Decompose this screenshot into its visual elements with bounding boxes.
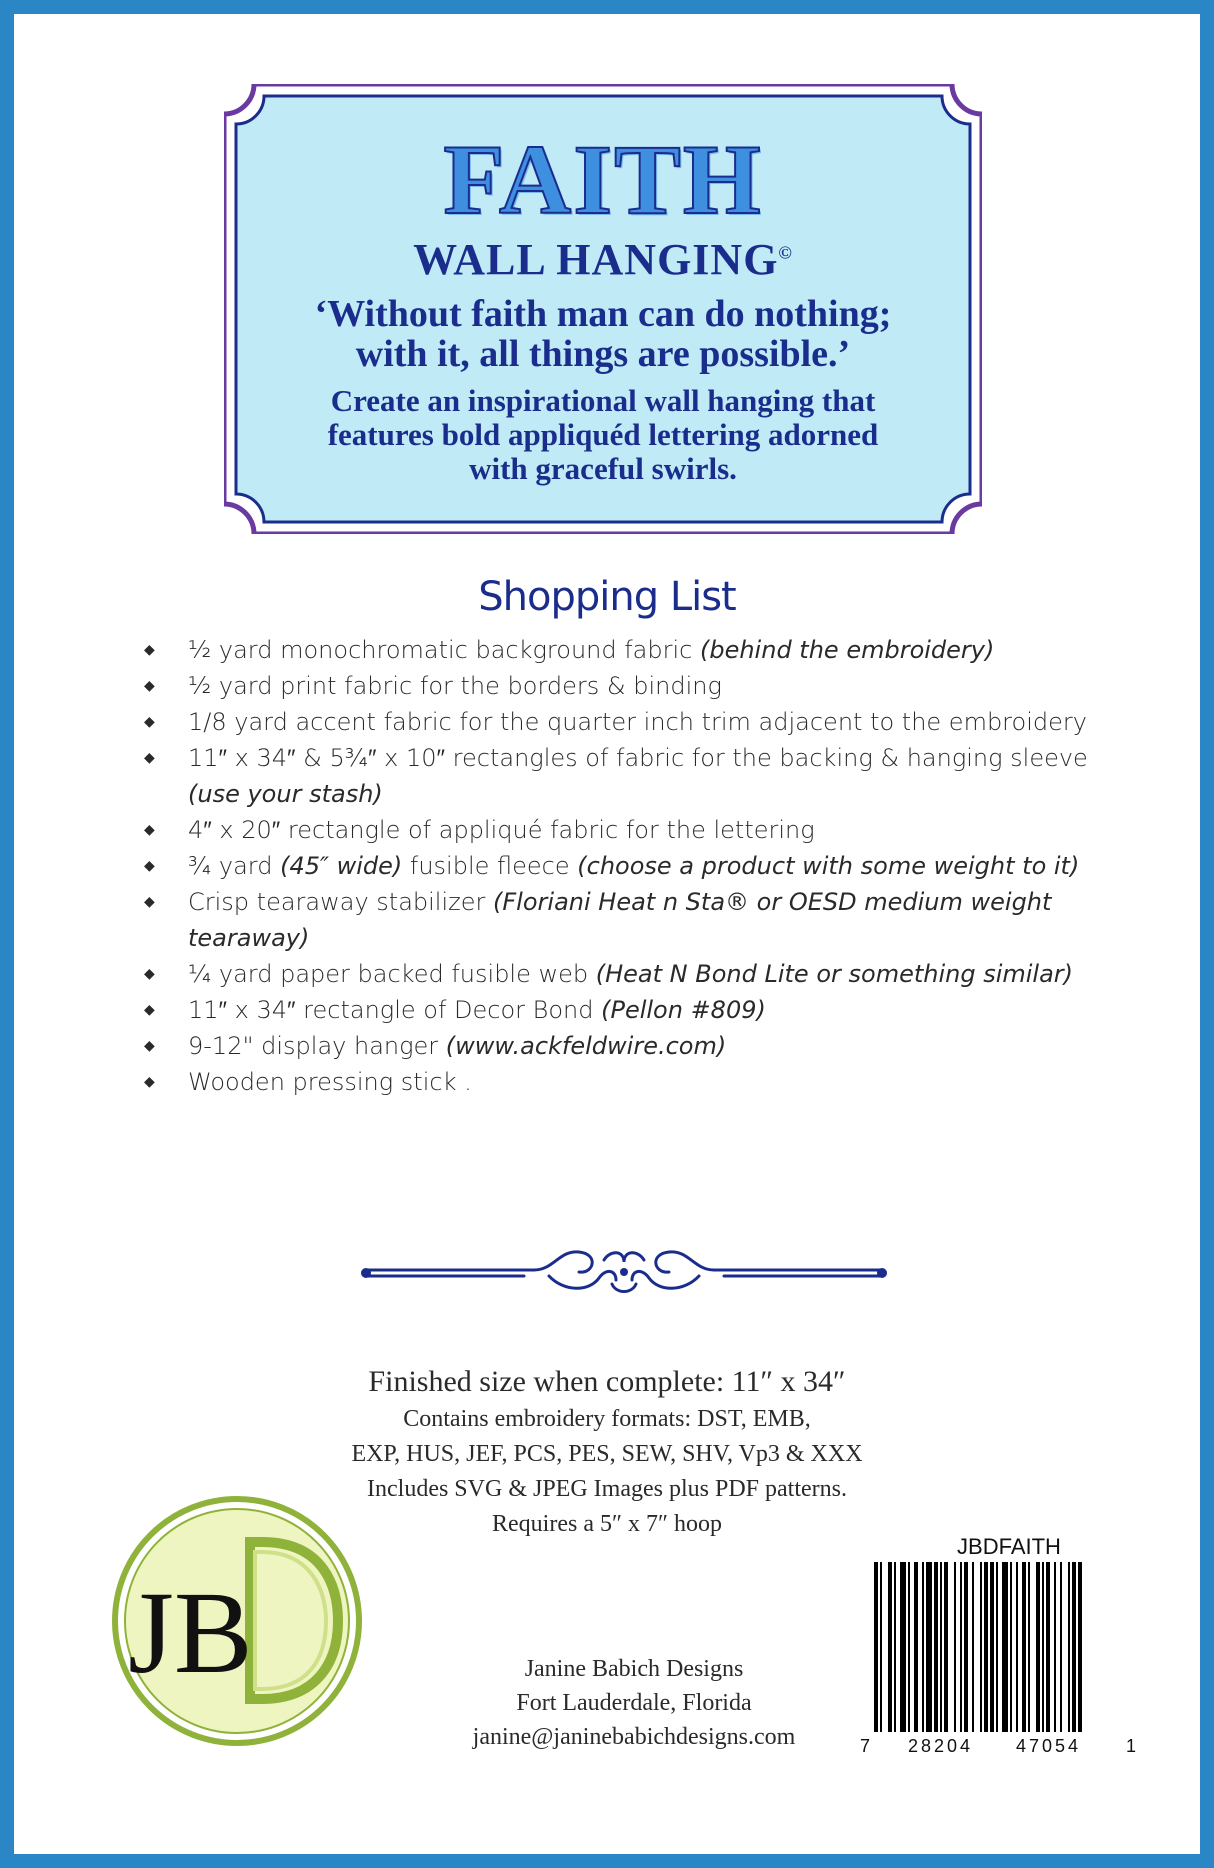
company-address bbox=[394, 1652, 874, 1754]
barcode-bar bbox=[900, 1562, 906, 1732]
barcode-bar bbox=[894, 1562, 896, 1732]
barcode-bar bbox=[926, 1562, 932, 1732]
barcode-bar bbox=[914, 1562, 918, 1732]
formats-line: Contains embroidery formats: DST, EMB, bbox=[403, 1406, 811, 1432]
barcode-bar bbox=[1010, 1562, 1012, 1732]
barcode-bar bbox=[880, 1562, 882, 1732]
formats-line: EXP, HUS, JEF, PCS, PES, SEW, SHV, Vp3 & XXX bbox=[351, 1441, 863, 1467]
quote-line: ‘Without faith man can do nothing; bbox=[314, 293, 892, 335]
barcode-bar bbox=[1046, 1562, 1050, 1732]
company-name: Janine Babich Designs bbox=[524, 1656, 744, 1682]
barcode-bar bbox=[990, 1562, 994, 1732]
swirl-divider-icon bbox=[354, 1242, 894, 1298]
barcode-bar bbox=[934, 1562, 938, 1732]
title-plaque bbox=[224, 84, 982, 534]
barcode-label: JBDFAITH bbox=[957, 1534, 1061, 1559]
description-line: with graceful swirls. bbox=[469, 451, 737, 486]
barcode-bar bbox=[944, 1562, 948, 1732]
jbd-logo bbox=[110, 1494, 365, 1749]
barcode-bar bbox=[1042, 1562, 1044, 1732]
barcode-bar bbox=[1060, 1562, 1062, 1732]
barcode-bar bbox=[908, 1562, 910, 1732]
barcode-digits bbox=[860, 1736, 1136, 1766]
list-item: ◆ ½ yard print fabric for the borders & binding bbox=[144, 668, 1104, 704]
barcode-bar bbox=[980, 1562, 982, 1732]
barcode-bar bbox=[984, 1562, 988, 1732]
list-item: ◆ Wooden pressing stick . bbox=[144, 1064, 1104, 1100]
list-item: ◆ 4″ x 20″ rectangle of appliqué fabric for the lettering bbox=[144, 812, 1104, 848]
barcode-bar bbox=[922, 1562, 924, 1732]
barcode-digit-first: 7 bbox=[860, 1736, 871, 1756]
barcode-bar bbox=[1068, 1562, 1070, 1732]
barcode-group-2: 47054 bbox=[1016, 1736, 1082, 1756]
page bbox=[14, 14, 1200, 1854]
title-faith: FAITH bbox=[443, 124, 763, 235]
list-item: ◆ 9-12" display hanger (www.ackfeldwire.com) bbox=[144, 1028, 1104, 1064]
list-item: ◆ 11″ x 34″ & 5¾″ x 10″ rectangles of fabric for the backing & hanging sleeve (use your stash) bbox=[144, 740, 1104, 812]
copyright-mark: © bbox=[778, 242, 793, 263]
barcode-bar bbox=[964, 1562, 968, 1732]
shopping-list-title: Shopping List bbox=[478, 574, 736, 620]
quote bbox=[264, 294, 942, 374]
includes-line: Includes SVG & JPEG Images plus PDF patterns. bbox=[367, 1476, 847, 1502]
barcode-bar bbox=[888, 1562, 892, 1732]
description-line: features bold appliquéd lettering adorned bbox=[327, 417, 879, 452]
description bbox=[264, 384, 942, 486]
quote-line: with it, all things are possible.’ bbox=[355, 333, 851, 375]
finished-size: Finished size when complete: 11″ x 34″ bbox=[368, 1365, 846, 1398]
barcode-digit-last: 1 bbox=[1126, 1736, 1137, 1756]
barcode-bar bbox=[1078, 1562, 1082, 1732]
description-line: Create an inspirational wall hanging that bbox=[330, 383, 876, 418]
list-item: ◆ Crisp tearaway stabilizer (Floriani Heat n Sta® or OESD medium weight tearaway) bbox=[144, 884, 1104, 956]
list-item: ◆ ¼ yard paper backed fusible web (Heat N Bond Lite or something similar) bbox=[144, 956, 1104, 992]
barcode-bar bbox=[954, 1562, 956, 1732]
logo-icon bbox=[110, 1494, 365, 1749]
barcode-bar bbox=[874, 1562, 878, 1732]
company-email[interactable]: janine@janinebabichdesigns.com bbox=[472, 1724, 796, 1750]
barcode-bar bbox=[996, 1562, 998, 1732]
barcode-icon bbox=[870, 1562, 1136, 1740]
barcode-bar bbox=[1002, 1562, 1008, 1732]
company-city: Fort Lauderdale, Florida bbox=[516, 1690, 752, 1716]
barcode-bar bbox=[1016, 1562, 1018, 1732]
barcode-bar bbox=[1036, 1562, 1040, 1732]
barcode-bar bbox=[960, 1562, 962, 1732]
barcode-group-1: 28204 bbox=[908, 1736, 974, 1756]
list-item: ◆ ¾ yard (45″ wide) fusible fleece (choose a product with some weight to it) bbox=[144, 848, 1104, 884]
barcode-bar bbox=[1028, 1562, 1030, 1732]
list-item: ◆ ½ yard monochromatic background fabric (behind the embroidery) bbox=[144, 632, 1104, 668]
barcode-bar bbox=[1022, 1562, 1026, 1732]
logo-text: JB bbox=[128, 1567, 253, 1698]
shopping-list bbox=[144, 632, 1104, 1100]
barcode-bar bbox=[940, 1562, 942, 1732]
list-item: ◆ 11″ x 34″ rectangle of Decor Bond (Pellon #809) bbox=[144, 992, 1104, 1028]
barcode-bar bbox=[1072, 1562, 1076, 1732]
hoop-line: Requires a 5″ x 7″ hoop bbox=[492, 1511, 722, 1537]
barcode-bar bbox=[1054, 1562, 1056, 1732]
list-item: ◆ 1/8 yard accent fabric for the quarter inch trim adjacent to the embroidery bbox=[144, 704, 1104, 740]
title-wall-hanging: WALL HANGING© bbox=[413, 235, 793, 284]
barcode-bar bbox=[972, 1562, 974, 1732]
